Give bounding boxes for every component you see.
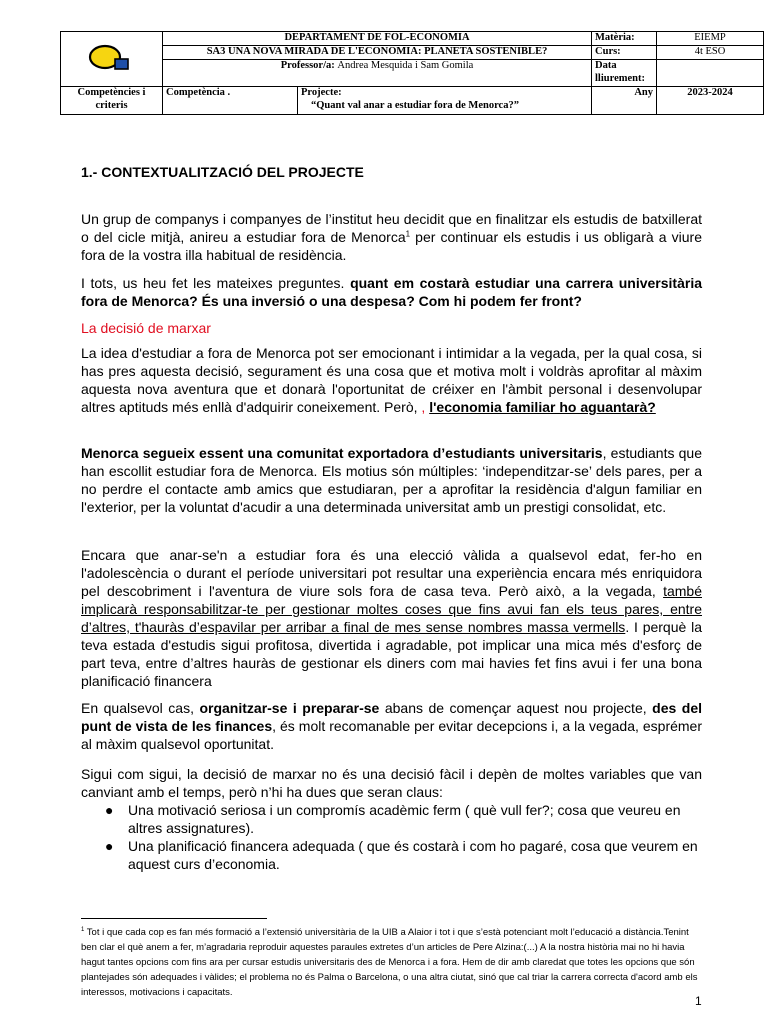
organitzar-bold-1: organitzar-se i preparar-se	[199, 700, 380, 716]
menorca-bold: Menorca segueix essent una comunitat exportadora d’estudiants universitaris	[81, 445, 603, 461]
list-item	[81, 837, 702, 873]
document-header-table	[60, 31, 764, 115]
projecte-label: Projecte:	[301, 87, 342, 98]
footnote-ref: 1	[405, 229, 411, 239]
anar-sen-text-c: . I perquè la teva estada d'estudis sigui profitosa, divertida i agradable, pot implicar una mica més d'esforç de part teva, entre d’altres hauràs de gestionar els diners com mai havies fet fins avui i fer una bona planificació financera	[81, 619, 702, 689]
paragraph-menorca	[81, 444, 702, 516]
footnote-text: Tot i que cada cop es fan més formació a l’extensió universitària de la UIB a Alaior i tot i que s’està potenciant molt l’educació a distància.Tenint ben clar el què anem a fer, m’agradaria reproduir aquestes paraules extretes d’un articles de Pere Alzina:(...) A la nostra història mai no hi havia hagut tantes opcions com fins ara per cursar estudis universitaris des de Menorca i a fora. Hem de dir amb claredat que totes les opcions que són plantejades són adequades i vàlides; el problema no és Palma o Barcelona, o una altra ciutat, sinó que cal triar la carrera correcta d'acord amb els interessos, motivacions i capacitats.	[81, 927, 698, 998]
bullet-text: Una motivació seriosa i un compromís acadèmic ferm ( què vull fer?; cosa que veureu en altres assignatures).	[128, 802, 681, 836]
organitzar-text-c: , és molt recomanable per evitar decepcions i, a la vegada, esprémer al màxim qualsevol oportunitat.	[81, 718, 702, 752]
logo-blue-square	[115, 59, 128, 69]
questions-lead: I tots, us heu fet les mateixes preguntes.	[81, 275, 351, 291]
paragraph-sigui: Sigui com sigui, la decisió de marxar no és una decisió fàcil i depèn de moltes variables que van canviant amb el temps, però n’hi ha dues que seran claus:	[81, 766, 702, 800]
paragraph-questions	[81, 274, 702, 310]
professor-label: Professor/a:	[280, 60, 335, 71]
bullet-text: Una planificació financera adequada ( que és costarà i com ho pagaré, cosa que veurem en aquest curs d’economia.	[128, 838, 698, 872]
anar-sen-text-a: Encara que anar-se'n a estudiar fora és una elecció vàlida a qualsevol edat, fer-ho en l'adolescència o durant el període universitari pot resultar una experiència encara més enriquidora pel descobriment i l'aventura de viure sols fora de casa teva. Però això, a la vegada,	[81, 547, 702, 599]
intro-text-a: Un grup de companys i companyes de l’institut heu decidit que en finalitzar els estudis de batxillerat o del cicle mitjà, anireu a estudiar fora de Menorca	[81, 211, 702, 245]
logo-cell	[61, 32, 163, 87]
any-label: Any	[592, 87, 657, 115]
bullet-icon: ●	[105, 802, 114, 818]
materia-value: EIEMP	[657, 32, 764, 46]
questions-bold: quant em costarà estudiar una carrera universitària fora de Menorca? És una inversió o una despesa? Com hi podem fer front?	[81, 275, 703, 309]
footnote	[81, 925, 702, 1000]
projecte-value: “Quant val anar a estudiar fora de Menorca?”	[311, 99, 519, 111]
professor-row	[163, 60, 592, 87]
idea-bold-question: l'economia familiar ho aguantarà?	[429, 399, 656, 415]
curs-value: 4t ESO	[657, 46, 764, 60]
school-logo-icon	[64, 35, 160, 83]
organitzar-bold-2: des del punt de vista de les finances	[81, 700, 702, 734]
competencies-label: Competències i criteris	[61, 87, 163, 115]
competencia-label: Competència .	[163, 87, 298, 115]
section-title: 1.- CONTEXTUALITZACIÓ DEL PROJECTE	[81, 164, 364, 180]
paragraph-organitzar	[81, 699, 702, 753]
anar-sen-underlined: també implicarà responsabilitzar-te per gestionar moltes coses que fins avui fan els teus pares, entre d’altres, t'hauràs d’espavilar per arribar a final de mes sense nombres massa vermells	[81, 583, 702, 635]
idea-text: La idea d'estudiar a fora de Menorca pot ser emocionant i intimidar a la vegada, per la qual cosa, si has pres aquesta decisió, segurament és una cosa que et motiva molt i voldràs aprofitar al màxim aquesta nova aventura que et donarà l'oportunitat de créixer en l'àmbit personal i desenvolupar altres aptituds més enllà d'adquirir coneixement. Però,	[81, 345, 702, 415]
list-item	[81, 801, 702, 837]
footnote-number: 1	[81, 926, 85, 933]
bullet-list	[81, 801, 702, 873]
organitzar-lead: En qualsevol cas,	[81, 700, 200, 716]
paragraph-intro	[81, 210, 702, 264]
professor-value: Andrea Mesquida i Sam Gomila	[337, 60, 474, 71]
projecte-cell	[298, 87, 592, 115]
subheading-decisio: La decisió de marxar	[81, 320, 211, 336]
learning-situation-title: SA3 UNA NOVA MIRADA DE L'ECONOMIA: PLANETA SOSTENIBLE?	[163, 46, 592, 60]
data-lliurement-label: Data lliurement:	[592, 60, 657, 87]
any-value: 2023-2024	[657, 87, 764, 115]
data-lliurement-value	[657, 60, 764, 87]
organitzar-text-b: abans de començar aquest nou projecte,	[379, 700, 653, 716]
department-title: DEPARTAMENT DE FOL-ECONOMIA	[163, 32, 592, 46]
page-number: 1	[695, 994, 702, 1008]
curs-label: Curs:	[592, 46, 657, 60]
idea-red-comma: ,	[421, 399, 426, 415]
paragraph-anar-sen	[81, 546, 702, 690]
materia-label: Matèria:	[592, 32, 657, 46]
menorca-text: , estudiants que han escollit estudiar fora de Menorca. Els motius són múltiples: ‘independitzar-se’ dels pares, per a no perdre el contacte amb amics que estudiaran, per a aprofitar la residència d'algun familiar en l'exterior, per la voluntat d'acudir a una determinada universitat amb un prestigi consolidat, etc.	[81, 445, 702, 515]
paragraph-idea	[81, 344, 702, 416]
bullet-icon: ●	[105, 838, 114, 854]
intro-text-b: per continuar els estudis i us obligarà a viure fora de la vostra illa habitual de residència.	[81, 229, 702, 263]
footnote-separator	[81, 918, 267, 919]
